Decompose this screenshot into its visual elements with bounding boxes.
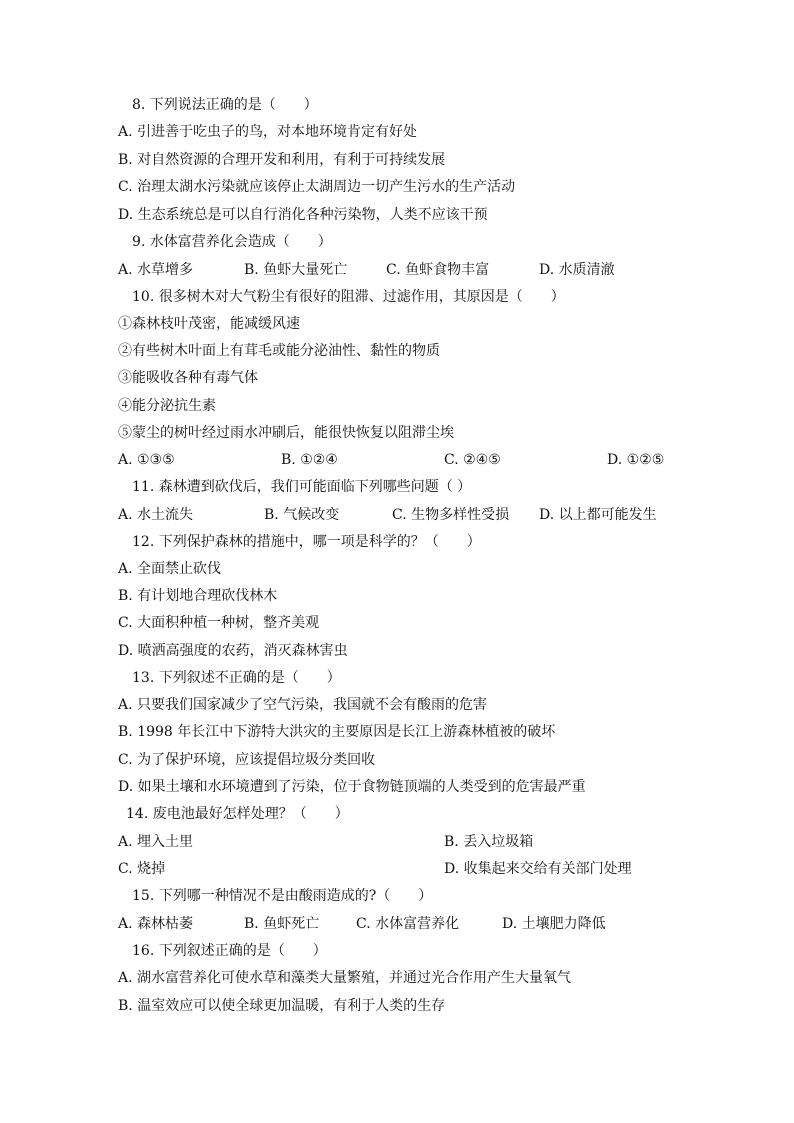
- question-10-item-4: ④能分泌抗生素: [118, 398, 216, 414]
- question-15-options: [118, 914, 718, 934]
- question-10-item-2: ②有些树木叶面上有茸毛或能分泌油性、黏性的物质: [118, 343, 440, 359]
- question-14-option-b: B. 丢入垃圾箱: [444, 834, 534, 850]
- question-14-option-d: D. 收集起来交给有关部门处理: [444, 861, 632, 877]
- question-10-option-d: D. ①②⑤: [607, 452, 665, 468]
- question-12-option-d: D. 喷洒高强度的农药，消灭森林害虫: [118, 643, 348, 659]
- question-14-option-c: C. 烧掉: [118, 861, 166, 877]
- question-11-option-c: C. 生物多样性受损: [392, 507, 510, 523]
- question-10-item-5: ⑤蒙尘的树叶经过雨水冲刷后，能很快恢复以阻滞尘埃: [118, 425, 454, 441]
- question-10-stem: 10. 很多树木对大气粉尘有很好的阻滞、过滤作用，其原因是（ ）: [132, 289, 565, 305]
- question-10-item-3: ③能吸收各种有毒气体: [118, 370, 258, 386]
- question-15-option-d: D. 土壤肥力降低: [502, 916, 606, 932]
- question-8-option-a: A. 引进善于吃虫子的鸟，对本地环境肯定有好处: [118, 124, 418, 140]
- question-16-option-b: B. 温室效应可以使全球更加温暖，有利于人类的生存: [118, 998, 446, 1014]
- question-14-options-row-1: [118, 832, 718, 852]
- question-8-stem: 8. 下列说法正确的是（ ）: [132, 97, 318, 113]
- question-15-option-a: A. 森林枯萎: [118, 916, 194, 932]
- question-14-stem: 14. 废电池最好怎样处理？（ ）: [126, 806, 349, 822]
- question-13-option-c: C. 为了保护环境，应该提倡垃圾分类回收: [118, 752, 376, 768]
- question-12-option-a: A. 全面禁止砍伐: [118, 561, 222, 577]
- question-10-option-c: C. ②④⑤: [444, 452, 501, 468]
- question-8-option-d: D. 生态系统总是可以自行消化各种污染物，人类不应该干预: [118, 207, 488, 223]
- question-9-stem: 9. 水体富营养化会造成（ ）: [132, 234, 332, 250]
- question-13-option-a: A. 只要我们国家减少了空气污染，我国就不会有酸雨的危害: [118, 697, 488, 713]
- question-11-option-a: A. 水土流失: [118, 507, 194, 523]
- question-11-stem: 11. 森林遭到砍伐后，我们可能面临下列哪些问题（ ）: [132, 479, 472, 495]
- question-10-options: [118, 450, 718, 470]
- question-13-stem: 13. 下列叙述不正确的是（ ）: [132, 670, 341, 686]
- question-13-option-b: B. 1998 年长江中下游特大洪灾的主要原因是长江上游森林植被的破坏: [118, 724, 556, 740]
- question-11-option-b: B. 气候改变: [264, 507, 340, 523]
- question-15-stem: 15. 下列哪一种情况不是由酸雨造成的?（ ）: [132, 888, 433, 904]
- question-14-options-row-2: [118, 859, 718, 879]
- question-10-item-1: ①森林枝叶茂密，能减缓风速: [118, 316, 300, 332]
- question-12-stem: 12. 下列保护森林的措施中，哪一项是科学的？（ ）: [132, 534, 481, 550]
- question-15-option-c: C. 水体富营养化: [356, 916, 460, 932]
- question-9-option-b: B. 鱼虾大量死亡: [244, 262, 348, 278]
- question-15-option-b: B. 鱼虾死亡: [244, 916, 320, 932]
- question-8-option-c: C. 治理太湖水污染就应该停止太湖周边一切产生污水的生产活动: [118, 179, 516, 195]
- question-11-options: [118, 505, 718, 525]
- question-8-option-b: B. 对自然资源的合理开发和利用，有利于可持续发展: [118, 152, 446, 168]
- question-9-option-d: D. 水质清澈: [539, 262, 615, 278]
- question-10-option-a: A. ①③⑤: [118, 452, 175, 468]
- question-9-options: [118, 260, 718, 280]
- question-9-option-c: C. 鱼虾食物丰富: [386, 262, 490, 278]
- question-12-option-b: B. 有计划地合理砍伐林木: [118, 588, 278, 604]
- question-13-option-d: D. 如果土壤和水环境遭到了污染，位于食物链顶端的人类受到的危害最严重: [118, 779, 586, 795]
- question-9-option-a: A. 水草增多: [118, 262, 194, 278]
- question-12-option-c: C. 大面积种植一种树，整齐美观: [118, 615, 320, 631]
- question-10-option-b: B. ①②④: [281, 452, 338, 468]
- question-14-option-a: A. 埋入土里: [118, 834, 194, 850]
- question-16-option-a: A. 湖水富营养化可使水草和藻类大量繁殖，并通过光合作用产生大量氧气: [118, 970, 572, 986]
- question-16-stem: 16. 下列叙述正确的是（ ）: [132, 943, 327, 959]
- question-11-option-d: D. 以上都可能发生: [539, 507, 657, 523]
